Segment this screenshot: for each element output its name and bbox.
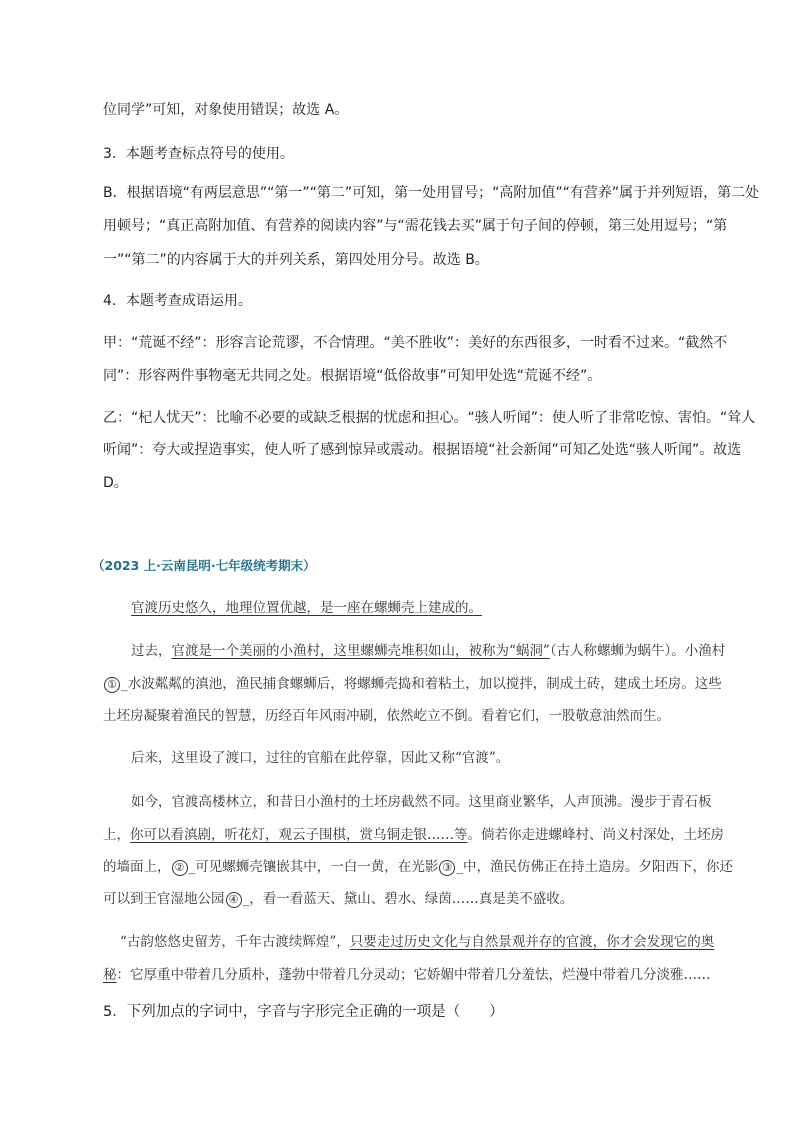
passage-paragraph-4-line-4 xyxy=(103,890,573,908)
passage-underlined-text: 官渡历史悠久，地理位置优越，是一座在螺蛳壳上建成的。 xyxy=(131,600,482,616)
question-3-header: 3．本题考查标点符号的使用。 xyxy=(103,146,294,162)
passage-paragraph-5-line-1 xyxy=(120,933,714,951)
question-4-header: 4．本题考查成语运用。 xyxy=(103,293,252,309)
passage-text: 。倘若你走进螺峰村、尚义村深处，土坯房 xyxy=(467,827,724,843)
answer-jia-line-2: 同”：形容两件事物毫无共同之处。根据语境“低俗故事”可知甲处选“荒诞不经”。 xyxy=(103,368,602,384)
answer-jia-line-1: 甲：“荒诞不经”：形容言论荒谬，不合情理。“美不胜收”：美好的东西很多，一时看不过来。“截然不 xyxy=(103,335,728,351)
passage-paragraph-2-line-2 xyxy=(103,675,722,693)
answer-line-1: 位同学”可知，对象使用错误；故选 A。 xyxy=(103,102,349,118)
passage-text: （古人称螺蛳为蜗牛）。小渔村 xyxy=(549,643,726,659)
passage-text: _可见螺蛳壳镶嵌其中，一白一黄，在光影 xyxy=(188,859,439,875)
passage-paragraph-3: 后来，这里设了渡口，过往的官船在此停靠，因此又称“官渡”。 xyxy=(131,750,510,766)
passage-text: “古韵悠悠史留芳，千年古渡续辉煌”， xyxy=(120,934,350,950)
passage-paragraph-2-line-3: 土坯房凝聚着渔民的智慧，历经百年风雨冲刷，依然屹立不倒。看着它们，一股敬意油然而生。 xyxy=(103,708,670,724)
passage-paragraph-1 xyxy=(131,599,482,617)
passage-text: _，看一看蓝天、黛山、碧水、绿茵……真是美不盛收。 xyxy=(242,891,574,907)
answer-b-line-1: B．根据语境“有两层意思”“第一”“第二”可知，第一处用冒号；“高附加值”“有营养”属于并列短语，第二处 xyxy=(103,185,760,201)
passage-text: 过去， xyxy=(131,643,172,659)
blank-marker-1: ① xyxy=(104,677,120,693)
passage-underlined-text: 官渡是一个美丽的小渔村，这里螺蛳壳堆积如山，被称为“蜗洞” xyxy=(171,643,550,659)
passage-underlined-text: 你可以看滇剧，听花灯，观云子围棋，赏乌铜走银……等 xyxy=(130,827,468,843)
passage-paragraph-4-line-1: 如今，官渡高楼林立，和昔日小渔村的土坯房截然不同。这里商业繁华，人声顶沸。漫步于青石板 xyxy=(131,794,712,810)
passage-paragraph-4-line-3 xyxy=(103,858,733,876)
passage-underlined-text: 秘 xyxy=(103,967,117,983)
passage-paragraph-5-line-2 xyxy=(103,966,711,984)
blank-marker-4: ④ xyxy=(226,892,242,908)
passage-text: ：它厚重中带着几分质朴，蓬勃中带着几分灵动；它娇媚中带着几分羞怯，烂漫中带着几分淡雅…… xyxy=(116,967,711,983)
passage-text: 上， xyxy=(103,827,130,843)
passage-underlined-text: 只要走过历史文化与自然景观并存的官渡，你才会发现它的奥 xyxy=(349,934,715,950)
answer-yi-line-2: 听闻”：夸大或捏造事实，使人听了感到惊异或震动。根据语境“社会新闻”可知乙处选“骇人听闻”。故选 xyxy=(103,442,742,458)
passage-text: _中，渔民仿佛正在持土造房。夕阳西下，你还 xyxy=(456,859,733,875)
passage-text: 的墙面上， xyxy=(103,859,171,875)
answer-b-line-2: 用顿号；“真正高附加值、有营养的阅读内容”与“需花钱去买”属于句子间的停顿，第三处用逗号；“第 xyxy=(103,218,728,234)
passage-paragraph-4-line-2 xyxy=(103,826,724,844)
passage-text: _水波粼粼的滇池，渔民捕食螺蛳后，将螺蛳壳捣和着粘土，加以搅拌，制成土砖，建成土坯房。这些 xyxy=(121,676,722,692)
blank-marker-3: ③ xyxy=(439,860,455,876)
source-label: （2023 上·云南昆明·七年级统考期末） xyxy=(92,558,316,573)
passage-text: 可以到王官湿地公园 xyxy=(103,891,225,907)
blank-marker-2: ② xyxy=(172,860,188,876)
answer-yi-line-1: 乙：“杞人忧天”：比喻不必要的或缺乏根据的忧虑和担心。“骇人听闻”：使人听了非常吃惊、害怕。“耸人 xyxy=(103,410,756,426)
question-5: 5．下列加点的字词中，字音与字形完全正确的一项是（ ） xyxy=(103,1004,504,1020)
passage-paragraph-2-line-1 xyxy=(131,642,725,660)
answer-yi-line-3: D。 xyxy=(103,475,128,491)
answer-b-line-3: 一”“第二”的内容属于大的并列关系，第四处用分号。故选 B。 xyxy=(103,252,489,268)
